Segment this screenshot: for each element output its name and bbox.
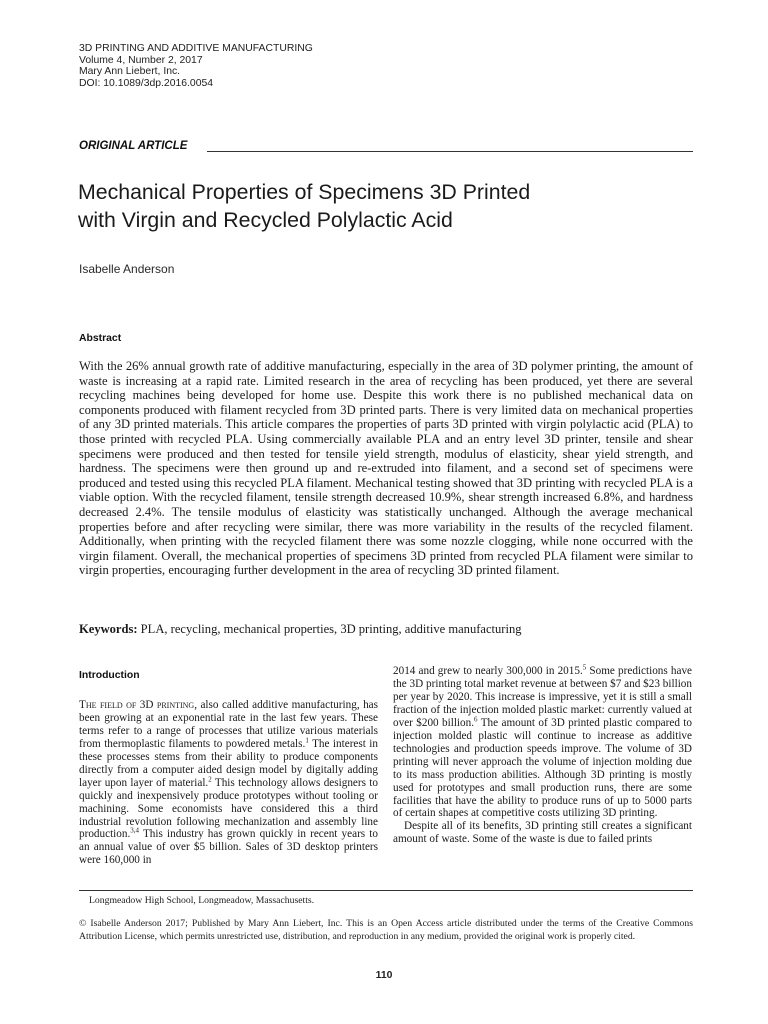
intro-paragraph-1-continued (393, 665, 692, 820)
footnote-rule (79, 890, 693, 891)
journal-info (79, 43, 313, 89)
intro-text-c: This technology allows designers to quickly and inexpensively produce prototypes without tooling or machining. Some economists have considered this a third industrial revolution following mechanization and assembly line production. (79, 776, 379, 841)
title-line-1: Mechanical Properties of Specimens 3D Printed (78, 180, 531, 204)
article-title (78, 178, 638, 234)
publisher: Mary Ann Liebert, Inc. (79, 66, 181, 78)
journal-name: 3D PRINTING AND ADDITIVE MANUFACTURING (79, 43, 313, 54)
keywords-text: PLA, recycling, mechanical properties, 3D printing, additive manufacturing (137, 622, 522, 636)
keywords (79, 622, 693, 637)
citation-ref: 2 (208, 774, 212, 783)
intro-cont-a: 2014 and grew to nearly 300,000 in 2015. (393, 665, 583, 677)
intro-cont-b: Some predictions have the 3D printing total market revenue at between $7 and $23 billion per year by 2020. This increase is impressive, yet it is still a small fraction of the injection molded plastic market: currently valued at over $200 billion. (393, 665, 692, 729)
intro-paragraph-2: Despite all of its benefits, 3D printing still creates a significant amount of waste. Some of the waste is due to failed prints (393, 820, 692, 846)
article-type-row (79, 140, 693, 156)
title-line-2: with Virgin and Recycled Polylactic Acid (78, 208, 453, 232)
license-notice (79, 918, 693, 943)
introduction-heading: Introduction (79, 670, 140, 681)
right-column (393, 665, 692, 846)
intro-lead-smallcaps: The field of 3D printing (79, 698, 195, 711)
copyright-icon: © (79, 918, 87, 929)
abstract-text: With the 26% annual growth rate of additive manufacturing, especially in the area of 3D polymer printing, the amount of waste is increasing at a rapid rate. Limited research in the area of recycling has been produced, yet there are several recycling machines being developed for home use. Despite this work there is no published mechanical data on components produced with filament recycled from 3D printed parts. There is very limited data on mechanical properties of any 3D printed materials. This article compares the properties of parts 3D printed with virgin polylactic acid (PLA) to those printed with recycled PLA. Using commercially available PLA and an entry level 3D printer, tensile and shear specimens were produced and then tested for tensile yield strength, modulus of elasticity, shear yield strength, and hardness. The specimens were then ground up and re-extruded into filament, and a second set of specimens were produced and tested using this recycled PLA filament. Mechanical testing showed that 3D printing with recycled PLA is a viable option. With the recycled filament, tensile strength decreased 10.9%, shear strength increased 6.8%, and hardness decreased 2.4%. The tensile modulus of elasticity was statistically unchanged. Although the average mechanical properties before and after recycling were similar, there was more variability in the results of the recycled filament. Additionally, when printing with the recycled filament there was some nozzle clogging, while none occurred with the virgin filament. Overall, the mechanical properties of specimens 3D printed from recycled PLA filament were similar to virgin properties, encouraging further development in the area of recycling 3D printed filament. (79, 359, 693, 578)
author: Isabelle Anderson (79, 262, 175, 276)
page-number: 110 (375, 970, 393, 981)
intro-text-d: This industry has grown quickly in recent years to an annual value of over $5 billion. Sales of 3D desktop printers were 160,000 in (79, 828, 378, 867)
keywords-label: Keywords: (79, 622, 138, 636)
citation-ref: 3,4 (130, 826, 140, 835)
author-affiliation: Longmeadow High School, Longmeadow, Massachusetts. (89, 895, 315, 906)
intro-text-a: , also called additive manufacturing, has been growing at an exponential rate in the last few years. These terms refer to a range of processes that utilize various materials from thermoplastic filaments to powdered metals. (79, 698, 378, 750)
doi: DOI: 10.1089/3dp.2016.0054 (79, 77, 214, 89)
citation-ref: 5 (582, 663, 587, 672)
article-type-rule (207, 151, 693, 152)
citation-ref: 1 (305, 736, 309, 745)
article-type: ORIGINAL ARTICLE (79, 140, 188, 152)
intro-paragraph-1 (79, 699, 378, 867)
left-column (79, 668, 378, 867)
abstract-heading: Abstract (79, 333, 122, 344)
license-text: Isabelle Anderson 2017; Published by Mary Ann Liebert, Inc. This is an Open Access article distributed under the terms of the Creative Commons Attribution License, which permits unrestricted use, distribution, and reproduction in any medium, provided the original work is properly cited. (79, 918, 693, 942)
intro-cont-c: The amount of 3D printed plastic compared to injection molded plastic will continue to increase as additive technologies and production speeds improve. The volume of 3D printing will never approach the volume of injection molding due to its mass production abilities. Although 3D printing is mostly used for prototypes and small production runs, there are some facilities that have the ability to produce runs of up to 5000 parts of certain shapes at competitive costs utilizing 3D printing. (393, 716, 692, 820)
citation-ref: 6 (474, 715, 478, 724)
intro-text-b: The interest in these processes stems from their ability to produce components directly from a computer aided design model by digitally adding layer upon layer of material. (79, 737, 378, 789)
journal-volume: Volume 4, Number 2, 2017 (79, 54, 203, 66)
